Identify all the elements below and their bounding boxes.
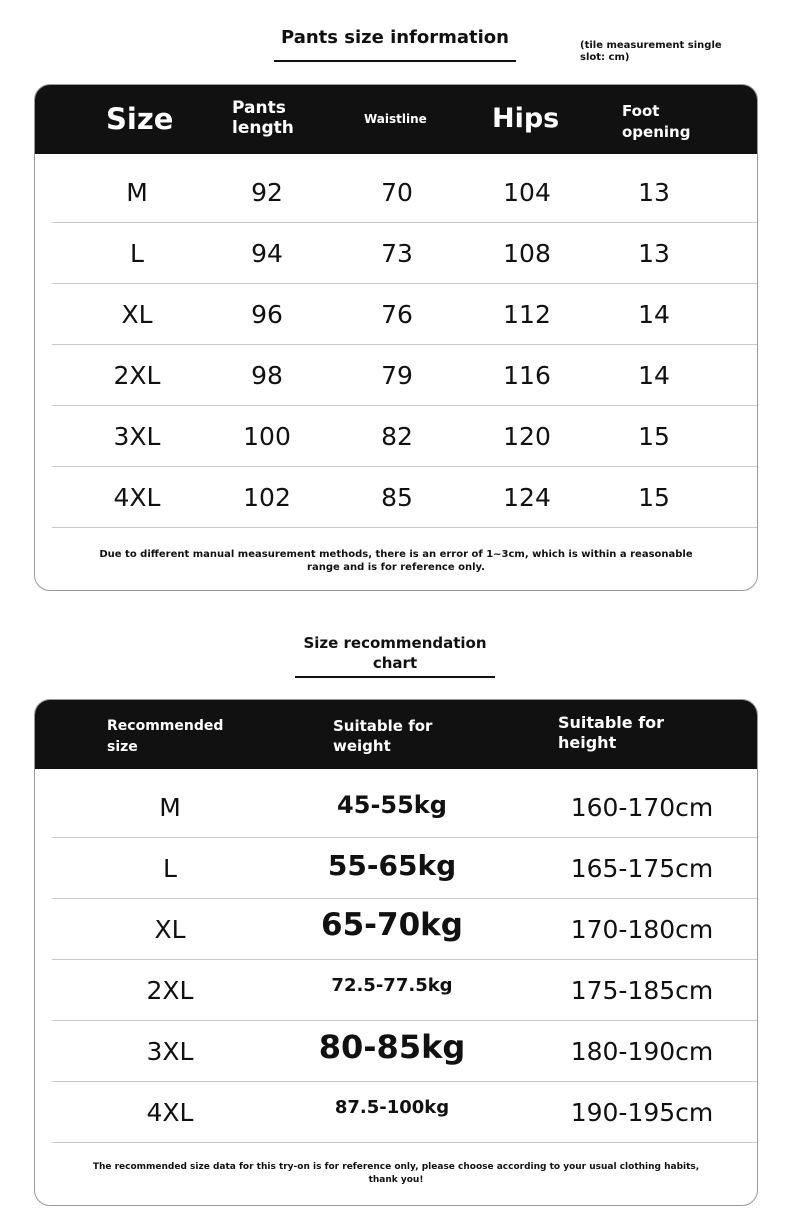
cell-waistline: 85 [381, 483, 413, 512]
header-suitable-height-line1: Suitable for [558, 713, 665, 732]
cell-suitable-weight: 65-70kg [321, 907, 463, 943]
recommendation-title-underline [295, 676, 495, 678]
header-recommended-size-line1: Recommended [107, 718, 224, 734]
table-row [52, 223, 758, 284]
table-row [52, 838, 758, 899]
size-info-title: Pants size information [280, 27, 509, 48]
cell-suitable-weight: 45-55kg [337, 791, 447, 819]
cell-hips: 120 [503, 422, 551, 451]
cell-waistline: 73 [381, 239, 413, 268]
header-pants-length-line2: length [232, 117, 294, 138]
cell-waistline: 79 [381, 361, 413, 390]
recommendation-title-line1: Size recommendation [303, 634, 487, 652]
cell-size: 2XL [113, 361, 161, 390]
size-info-footnote-line1: Due to different manual measurement methods, there is an error of 1~3cm, which is within a reasonable [99, 549, 693, 560]
table-row [52, 1021, 758, 1082]
table-row [52, 345, 758, 406]
header-size: Size [106, 102, 174, 136]
header-suitable-weight-line1: Suitable for [333, 717, 433, 735]
cell-foot-opening: 15 [638, 422, 670, 451]
cell-size: L [130, 239, 144, 268]
recommendation-title-line2: chart [372, 654, 418, 672]
cell-foot-opening: 15 [638, 483, 670, 512]
cell-foot-opening: 13 [638, 239, 670, 268]
header-hips: Hips [492, 103, 560, 134]
size-info-table-header [35, 85, 757, 154]
recommendation-table [34, 699, 758, 1206]
recommendation-footnote [35, 1161, 757, 1187]
cell-waistline: 82 [381, 422, 413, 451]
size-info-footnote-line2: range and is for reference only. [307, 562, 485, 573]
row-divider [52, 527, 758, 528]
header-suitable-height-line2: height [558, 733, 617, 752]
cell-suitable-height: 180-190cm [570, 1037, 714, 1066]
cell-hips: 108 [503, 239, 551, 268]
header-pants-length-line1: Pants [232, 98, 286, 118]
row-divider [52, 1142, 758, 1143]
cell-suitable-weight: 55-65kg [327, 849, 457, 882]
size-info-title-underline [274, 60, 516, 62]
recommendation-title [270, 633, 520, 673]
size-info-footnote [35, 548, 757, 574]
cell-pants-length: 92 [251, 178, 283, 207]
cell-size: XL [121, 300, 153, 329]
cell-pants-length: 100 [243, 422, 291, 451]
cell-recommended-size: 4XL [146, 1098, 194, 1127]
cell-waistline: 70 [381, 178, 413, 207]
cell-pants-length: 102 [243, 483, 291, 512]
header-suitable-height [558, 713, 664, 753]
cell-hips: 104 [503, 178, 551, 207]
cell-size: 4XL [113, 483, 161, 512]
cell-suitable-height: 160-170cm [570, 793, 714, 822]
header-waistline: Waistline [364, 112, 427, 126]
cell-recommended-size: XL [154, 915, 186, 944]
cell-size: 3XL [113, 422, 161, 451]
cell-suitable-height: 165-175cm [570, 854, 714, 883]
header-pants-length [232, 99, 294, 138]
cell-pants-length: 94 [251, 239, 283, 268]
table-row [52, 406, 758, 467]
table-row [52, 899, 758, 960]
table-row [52, 777, 758, 838]
header-foot-opening-line1: Foot [622, 102, 660, 120]
cell-suitable-height: 175-185cm [570, 976, 714, 1005]
cell-suitable-height: 190-195cm [570, 1098, 714, 1127]
cell-recommended-size: M [159, 793, 181, 822]
header-foot-opening-line2: opening [622, 123, 691, 141]
table-row [52, 1082, 758, 1143]
table-row [52, 284, 758, 345]
cell-suitable-weight: 87.5-100kg [334, 1097, 450, 1118]
cell-size: M [126, 178, 148, 207]
header-suitable-weight [333, 716, 432, 756]
cell-recommended-size: 2XL [146, 976, 194, 1005]
recommendation-footnote-line2: thank you! [368, 1175, 424, 1185]
unit-note: (tile measurement single slot: cm) [580, 40, 722, 63]
recommendation-table-header [35, 700, 757, 769]
cell-suitable-weight: 72.5-77.5kg [331, 975, 453, 996]
header-suitable-weight-line2: weight [333, 737, 391, 755]
cell-recommended-size: 3XL [146, 1037, 194, 1066]
cell-recommended-size: L [163, 854, 177, 883]
cell-waistline: 76 [381, 300, 413, 329]
cell-hips: 124 [503, 483, 551, 512]
header-recommended-size [107, 716, 223, 758]
cell-foot-opening: 13 [638, 178, 670, 207]
cell-hips: 112 [503, 300, 551, 329]
cell-foot-opening: 14 [638, 300, 670, 329]
cell-suitable-height: 170-180cm [570, 915, 714, 944]
table-row [52, 467, 758, 528]
cell-suitable-weight: 80-85kg [318, 1028, 466, 1066]
cell-pants-length: 98 [251, 361, 283, 390]
cell-pants-length: 96 [251, 300, 283, 329]
header-foot-opening [622, 101, 690, 143]
table-row [52, 960, 758, 1021]
size-info-table [34, 84, 758, 591]
header-recommended-size-line2: size [107, 739, 138, 755]
table-row [52, 162, 758, 223]
cell-hips: 116 [503, 361, 551, 390]
recommendation-footnote-line1: The recommended size data for this try-on is for reference only, please choose according to your usual clothing habits, [92, 1162, 700, 1172]
cell-foot-opening: 14 [638, 361, 670, 390]
